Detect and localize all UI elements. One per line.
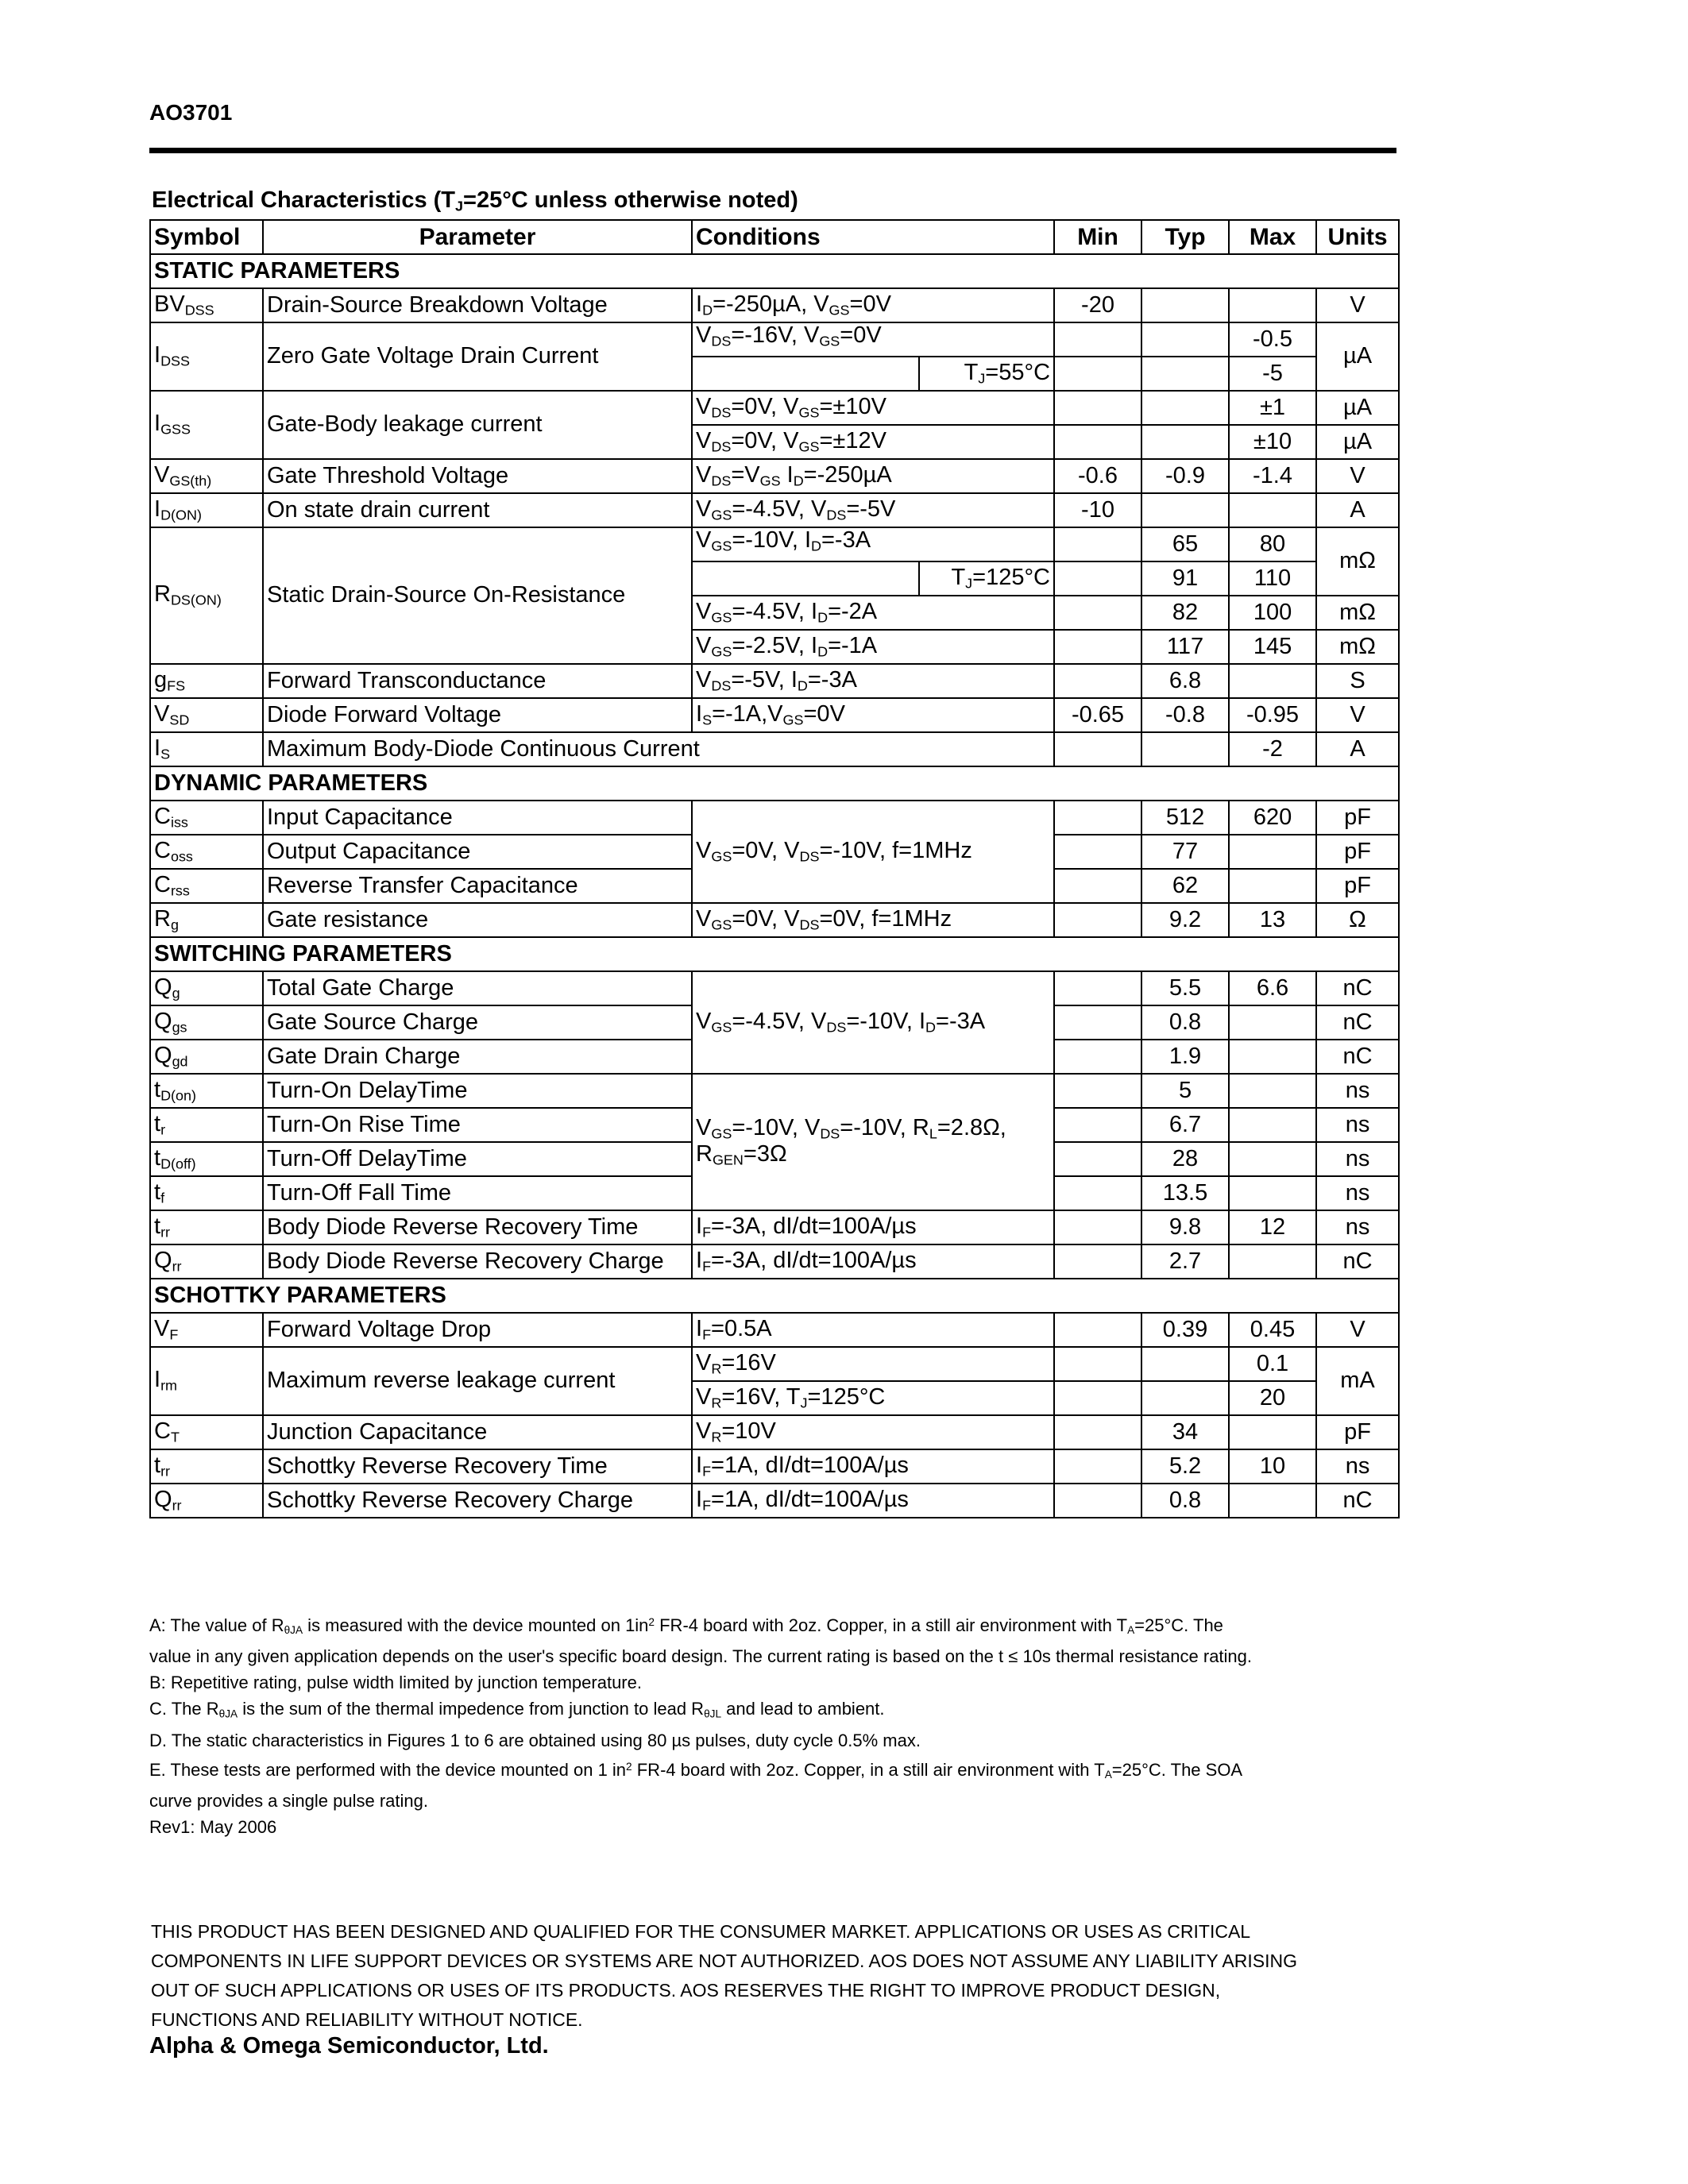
- col-conditions: Conditions: [692, 220, 1054, 254]
- typ-cell: 9.2: [1141, 903, 1229, 937]
- conditions-cell: $I_F=1A$, dI/dt=100A/µs: [692, 1449, 1054, 1484]
- units-cell: A: [1316, 732, 1399, 766]
- section-row: [150, 1279, 1399, 1313]
- electrical-characteristics-table: [149, 219, 1400, 1518]
- parameter-cell: Zero Gate Voltage Drain Current: [263, 322, 692, 391]
- conditions-cell: $V_{GS}=-4.5V$, $V_{DS}=-10V$, $I_D=-3A$: [692, 971, 1054, 1074]
- units-cell: pF: [1316, 801, 1399, 835]
- table-row: [150, 1449, 1399, 1484]
- max-cell: 6.6: [1229, 971, 1316, 1005]
- units-cell: V: [1316, 459, 1399, 493]
- col-parameter: Parameter: [263, 220, 692, 254]
- table-row: [150, 322, 1399, 357]
- min-cell: [1054, 1040, 1141, 1074]
- max-cell: [1229, 1040, 1316, 1074]
- section-static: STATIC PARAMETERS: [150, 254, 1399, 288]
- symbol-cell: $t_{rr}$: [150, 1210, 263, 1244]
- conditions-cell: $T_J=55^\circ C$: [919, 357, 1054, 391]
- min-cell: [1054, 1415, 1141, 1449]
- units-cell: ns: [1316, 1142, 1399, 1176]
- max-cell: 0.1: [1229, 1347, 1316, 1381]
- table-caption: Electrical Characteristics ($T_J=25^\circ C$ unless otherwise noted): [152, 187, 798, 214]
- max-cell: 10: [1229, 1449, 1316, 1484]
- max-cell: [1229, 1415, 1316, 1449]
- units-cell: nC: [1316, 1244, 1399, 1279]
- section-row: [150, 254, 1399, 288]
- revision: Rev1: May 2006: [149, 1816, 277, 1837]
- col-max: Max: [1229, 220, 1316, 254]
- symbol-cell: $C_{oss}$: [150, 835, 263, 869]
- symbol-cell: $t_{D(off)}$: [150, 1142, 263, 1176]
- min-cell: [1054, 1347, 1141, 1381]
- note-e: E. These tests are performed with the device mounted on 1 $in^2$ FR-4 board with 2oz. Copper, in a still air environment with $T_A=25^\circ C$. The SOA: [149, 1759, 1243, 1781]
- max-cell: -0.5: [1229, 322, 1316, 357]
- typ-cell: [1141, 288, 1229, 322]
- min-cell: [1054, 1074, 1141, 1108]
- max-cell: -0.95: [1229, 698, 1316, 732]
- symbol-cell: $I_{DSS}$: [150, 322, 263, 391]
- min-cell: [1054, 561, 1141, 596]
- units-cell: ns: [1316, 1176, 1399, 1210]
- note-c: C. The $R_{\theta JA}$ is the sum of the thermal impedence from junction to lead $R_{\theta JL}$ and lead to ambient.: [149, 1699, 885, 1720]
- units-cell: ns: [1316, 1074, 1399, 1108]
- table-row: [150, 493, 1399, 527]
- min-cell: [1054, 835, 1141, 869]
- parameter-cell: On state drain current: [263, 493, 692, 527]
- max-cell: [1229, 1244, 1316, 1279]
- typ-cell: 28: [1141, 1142, 1229, 1176]
- part-number: AO3701: [149, 100, 233, 125]
- units-cell: pF: [1316, 1415, 1399, 1449]
- parameter-cell: Forward Transconductance: [263, 664, 692, 698]
- units-cell: ns: [1316, 1108, 1399, 1142]
- conditions-cell: $V_{DS}=V_{GS}$ $I_D=-250\mu A$: [692, 459, 1054, 493]
- max-cell: -1.4: [1229, 459, 1316, 493]
- units-cell: V: [1316, 288, 1399, 322]
- typ-cell: 91: [1141, 561, 1229, 596]
- conditions-cell: $I_F=-3A$, dI/dt=100A/µs: [692, 1244, 1054, 1279]
- min-cell: [1054, 1005, 1141, 1040]
- units-cell: mA: [1316, 1347, 1399, 1415]
- parameter-cell: Gate-Body leakage current: [263, 391, 692, 459]
- symbol-cell: $t_{D(on)}$: [150, 1074, 263, 1108]
- disclaimer-line: OUT OF SUCH APPLICATIONS OR USES OF ITS PRODUCTS. AOS RESERVES THE RIGHT TO IMPROVE PRODUCT DESIGN,: [151, 1980, 1221, 2001]
- min-cell: -20: [1054, 288, 1141, 322]
- conditions-cell: $V_{GS}=0V$, $V_{DS}=-10V$, f=1MHz: [692, 801, 1054, 903]
- parameter-cell: Gate Source Charge: [263, 1005, 692, 1040]
- min-cell: [1054, 322, 1141, 357]
- symbol-cell: $Q_{rr}$: [150, 1484, 263, 1518]
- parameter-cell: Turn-Off Fall Time: [263, 1176, 692, 1210]
- section-row: [150, 766, 1399, 801]
- conditions-spacer: [692, 561, 919, 596]
- table-row: [150, 801, 1399, 835]
- units-cell: V: [1316, 1313, 1399, 1347]
- conditions-cell: $V_{GS}=-2.5V$, $I_D=-1A$: [692, 630, 1054, 664]
- symbol-cell: $t_f$: [150, 1176, 263, 1210]
- max-cell: 0.45: [1229, 1313, 1316, 1347]
- symbol-cell: $Q_{gd}$: [150, 1040, 263, 1074]
- table-row: [150, 459, 1399, 493]
- units-cell: nC: [1316, 1040, 1399, 1074]
- disclaimer: [151, 1917, 1422, 2035]
- max-cell: [1229, 1074, 1316, 1108]
- parameter-cell: Maximum reverse leakage current: [263, 1347, 692, 1415]
- typ-cell: 6.7: [1141, 1108, 1229, 1142]
- col-min: Min: [1054, 220, 1141, 254]
- max-cell: [1229, 493, 1316, 527]
- max-cell: 13: [1229, 903, 1316, 937]
- symbol-cell: $Q_{rr}$: [150, 1244, 263, 1279]
- typ-cell: [1141, 1347, 1229, 1381]
- parameter-cell: Reverse Transfer Capacitance: [263, 869, 692, 903]
- table-row: [150, 732, 1399, 766]
- col-units: Units: [1316, 220, 1399, 254]
- symbol-cell: $I_{D(ON)}$: [150, 493, 263, 527]
- note-b: B: Repetitive rating, pulse width limited by junction temperature.: [149, 1673, 642, 1693]
- table-row: [150, 1484, 1399, 1518]
- min-cell: [1054, 903, 1141, 937]
- symbol-cell: $I_S$: [150, 732, 263, 766]
- symbol-cell: $C_T$: [150, 1415, 263, 1449]
- table-row: [150, 391, 1399, 425]
- units-cell: pF: [1316, 835, 1399, 869]
- conditions-cell: $V_{GS}=-10V$, $V_{DS}=-10V$, $R_L=2.8\Omega$, $R_{GEN}=3\Omega$: [692, 1074, 1054, 1210]
- table-row: [150, 288, 1399, 322]
- typ-cell: 9.8: [1141, 1210, 1229, 1244]
- units-cell: µA: [1316, 391, 1399, 425]
- min-cell: -0.6: [1054, 459, 1141, 493]
- header-rule: [149, 148, 1396, 153]
- note-e-continued: curve provides a single pulse rating.: [149, 1790, 428, 1811]
- table-row: [150, 664, 1399, 698]
- parameter-cell: Diode Forward Voltage: [263, 698, 692, 732]
- typ-cell: [1141, 322, 1229, 357]
- conditions-cell: $V_{DS}=0V$, $V_{GS}=\pm 12V$: [692, 425, 1054, 459]
- typ-cell: 13.5: [1141, 1176, 1229, 1210]
- typ-cell: 6.8: [1141, 664, 1229, 698]
- min-cell: [1054, 1176, 1141, 1210]
- max-cell: -2: [1229, 732, 1316, 766]
- max-cell: [1229, 1108, 1316, 1142]
- parameter-cell: Gate resistance: [263, 903, 692, 937]
- units-cell: µA: [1316, 425, 1399, 459]
- symbol-cell: $V_{SD}$: [150, 698, 263, 732]
- table-row: [150, 1074, 1399, 1108]
- typ-cell: 117: [1141, 630, 1229, 664]
- max-cell: 110: [1229, 561, 1316, 596]
- note-a-continued: value in any given application depends on the user's specific board design. The current rating is based on the t ≤ 10s thermal resistance rating.: [149, 1646, 1253, 1667]
- parameter-cell: Body Diode Reverse Recovery Charge: [263, 1244, 692, 1279]
- symbol-cell: $V_{GS(th)}$: [150, 459, 263, 493]
- disclaimer-line: THIS PRODUCT HAS BEEN DESIGNED AND QUALIFIED FOR THE CONSUMER MARKET. APPLICATIONS OR USES AS CRITICAL: [151, 1921, 1251, 1942]
- max-cell: ±1: [1229, 391, 1316, 425]
- conditions-cell: $V_{DS}=-16V$, $V_{GS}=0V$: [692, 322, 1054, 357]
- conditions-cell: $V_R=16V$, $T_J=125^\circ C$: [692, 1381, 1054, 1415]
- typ-cell: 0.8: [1141, 1005, 1229, 1040]
- units-cell: mΩ: [1316, 596, 1399, 630]
- max-cell: [1229, 1176, 1316, 1210]
- typ-cell: [1141, 493, 1229, 527]
- conditions-cell: $T_J=125^\circ C$: [919, 561, 1054, 596]
- max-cell: ±10: [1229, 425, 1316, 459]
- min-cell: -10: [1054, 493, 1141, 527]
- units-cell: nC: [1316, 1005, 1399, 1040]
- table-row: [150, 1313, 1399, 1347]
- parameter-cell: Turn-On Rise Time: [263, 1108, 692, 1142]
- conditions-spacer: [692, 357, 919, 391]
- parameter-cell: Maximum Body-Diode Continuous Current: [263, 732, 1054, 766]
- conditions-cell: $I_F=0.5A$: [692, 1313, 1054, 1347]
- min-cell: [1054, 869, 1141, 903]
- table-row: [150, 527, 1399, 561]
- max-cell: -5: [1229, 357, 1316, 391]
- conditions-cell: $I_F=-3A$, dI/dt=100A/µs: [692, 1210, 1054, 1244]
- min-cell: [1054, 391, 1141, 425]
- min-cell: [1054, 425, 1141, 459]
- conditions-cell: $I_F=1A$, dI/dt=100A/µs: [692, 1484, 1054, 1518]
- units-cell: µA: [1316, 322, 1399, 391]
- max-cell: [1229, 869, 1316, 903]
- parameter-cell: Forward Voltage Drop: [263, 1313, 692, 1347]
- min-cell: [1054, 527, 1141, 561]
- min-cell: [1054, 1108, 1141, 1142]
- parameter-cell: Turn-On DelayTime: [263, 1074, 692, 1108]
- min-cell: [1054, 1210, 1141, 1244]
- units-cell: ns: [1316, 1210, 1399, 1244]
- units-cell: S: [1316, 664, 1399, 698]
- symbol-cell: $t_{rr}$: [150, 1449, 263, 1484]
- conditions-cell: $V_{DS}=0V$, $V_{GS}=\pm 10V$: [692, 391, 1054, 425]
- min-cell: [1054, 1244, 1141, 1279]
- typ-cell: 77: [1141, 835, 1229, 869]
- typ-cell: [1141, 357, 1229, 391]
- typ-cell: 2.7: [1141, 1244, 1229, 1279]
- table-row: [150, 698, 1399, 732]
- typ-cell: [1141, 1381, 1229, 1415]
- typ-cell: 0.8: [1141, 1484, 1229, 1518]
- conditions-cell: $V_{DS}=-5V$, $I_D=-3A$: [692, 664, 1054, 698]
- symbol-cell: $R_g$: [150, 903, 263, 937]
- table-row: [150, 1210, 1399, 1244]
- min-cell: [1054, 1381, 1141, 1415]
- typ-cell: 65: [1141, 527, 1229, 561]
- conditions-cell: $V_{GS}=-4.5V$, $I_D=-2A$: [692, 596, 1054, 630]
- min-cell: [1054, 732, 1141, 766]
- parameter-cell: Static Drain-Source On-Resistance: [263, 527, 692, 664]
- max-cell: 12: [1229, 1210, 1316, 1244]
- symbol-cell: $R_{DS(ON)}$: [150, 527, 263, 664]
- col-typ: Typ: [1141, 220, 1229, 254]
- max-cell: 620: [1229, 801, 1316, 835]
- table-row: [150, 1415, 1399, 1449]
- min-cell: [1054, 801, 1141, 835]
- parameter-cell: Drain-Source Breakdown Voltage: [263, 288, 692, 322]
- symbol-cell: $Q_{gs}$: [150, 1005, 263, 1040]
- typ-cell: 34: [1141, 1415, 1229, 1449]
- max-cell: 80: [1229, 527, 1316, 561]
- typ-cell: 5: [1141, 1074, 1229, 1108]
- units-cell: ns: [1316, 1449, 1399, 1484]
- symbol-cell: $t_r$: [150, 1108, 263, 1142]
- symbol-cell: $C_{rss}$: [150, 869, 263, 903]
- typ-cell: 0.39: [1141, 1313, 1229, 1347]
- disclaimer-line: COMPONENTS IN LIFE SUPPORT DEVICES OR SYSTEMS ARE NOT AUTHORIZED. AOS DOES NOT ASSUME ANY LIABILITY ARISING: [151, 1951, 1297, 1971]
- conditions-cell: $V_R=16V$: [692, 1347, 1054, 1381]
- max-cell: [1229, 1484, 1316, 1518]
- min-cell: [1054, 664, 1141, 698]
- symbol-cell: $g_{FS}$: [150, 664, 263, 698]
- conditions-cell: $I_D=-250\mu A$, $V_{GS}=0V$: [692, 288, 1054, 322]
- symbol-cell: $BV_{DSS}$: [150, 288, 263, 322]
- max-cell: [1229, 835, 1316, 869]
- footnotes: [149, 1609, 1420, 1840]
- section-row: [150, 937, 1399, 971]
- min-cell: [1054, 971, 1141, 1005]
- parameter-cell: Gate Threshold Voltage: [263, 459, 692, 493]
- section-dynamic: DYNAMIC PARAMETERS: [150, 766, 1399, 801]
- table-header-row: [150, 220, 1399, 254]
- min-cell: [1054, 630, 1141, 664]
- min-cell: [1054, 596, 1141, 630]
- min-cell: [1054, 1313, 1141, 1347]
- parameter-cell: Turn-Off DelayTime: [263, 1142, 692, 1176]
- typ-cell: [1141, 425, 1229, 459]
- conditions-cell: $V_{GS}=-4.5V$, $V_{DS}=-5V$: [692, 493, 1054, 527]
- col-symbol: Symbol: [150, 220, 263, 254]
- conditions-cell: $V_{GS}=0V$, $V_{DS}=0V$, f=1MHz: [692, 903, 1054, 937]
- units-cell: V: [1316, 698, 1399, 732]
- parameter-cell: Schottky Reverse Recovery Charge: [263, 1484, 692, 1518]
- max-cell: [1229, 1142, 1316, 1176]
- parameter-cell: Body Diode Reverse Recovery Time: [263, 1210, 692, 1244]
- note-d: D. The static characteristics in Figures 1 to 6 are obtained using 80 µs pulses, duty cycle 0.5% max.: [149, 1730, 921, 1750]
- min-cell: [1054, 1142, 1141, 1176]
- conditions-cell: $I_S=-1A,V_{GS}=0V$: [692, 698, 1054, 732]
- disclaimer-line: FUNCTIONS AND RELIABILITY WITHOUT NOTICE.: [151, 2009, 583, 2030]
- symbol-cell: $Q_g$: [150, 971, 263, 1005]
- max-cell: [1229, 288, 1316, 322]
- max-cell: [1229, 664, 1316, 698]
- min-cell: [1054, 1484, 1141, 1518]
- symbol-cell: $V_F$: [150, 1313, 263, 1347]
- units-cell: mΩ: [1316, 630, 1399, 664]
- parameter-cell: Total Gate Charge: [263, 971, 692, 1005]
- table-row: [150, 903, 1399, 937]
- table-row: [150, 1347, 1399, 1381]
- symbol-cell: $C_{iss}$: [150, 801, 263, 835]
- typ-cell: -0.8: [1141, 698, 1229, 732]
- parameter-cell: Output Capacitance: [263, 835, 692, 869]
- typ-cell: [1141, 732, 1229, 766]
- typ-cell: 62: [1141, 869, 1229, 903]
- typ-cell: [1141, 391, 1229, 425]
- units-cell: Ω: [1316, 903, 1399, 937]
- company-name: Alpha & Omega Semiconductor, Ltd.: [149, 2033, 549, 2059]
- section-switching: SWITCHING PARAMETERS: [150, 937, 1399, 971]
- units-cell: nC: [1316, 971, 1399, 1005]
- parameter-cell: Input Capacitance: [263, 801, 692, 835]
- conditions-cell: $V_{GS}=-10V$, $I_D=-3A$: [692, 527, 1054, 561]
- table-row: [150, 1244, 1399, 1279]
- min-cell: [1054, 1449, 1141, 1484]
- symbol-cell: $I_{GSS}$: [150, 391, 263, 459]
- parameter-cell: Junction Capacitance: [263, 1415, 692, 1449]
- units-cell: mΩ: [1316, 527, 1399, 596]
- table-row: [150, 971, 1399, 1005]
- note-a: A: The value of $R_{\theta JA}$ is measured with the device mounted on $1in^2$ FR-4 board with 2oz. Copper, in a still air environment with $T_A=25^\circ C$. The: [149, 1615, 1223, 1637]
- parameter-cell: Schottky Reverse Recovery Time: [263, 1449, 692, 1484]
- typ-cell: -0.9: [1141, 459, 1229, 493]
- min-cell: [1054, 357, 1141, 391]
- max-cell: [1229, 1005, 1316, 1040]
- max-cell: 145: [1229, 630, 1316, 664]
- max-cell: 100: [1229, 596, 1316, 630]
- typ-cell: 5.2: [1141, 1449, 1229, 1484]
- max-cell: 20: [1229, 1381, 1316, 1415]
- section-schottky: SCHOTTKY PARAMETERS: [150, 1279, 1399, 1313]
- min-cell: -0.65: [1054, 698, 1141, 732]
- units-cell: pF: [1316, 869, 1399, 903]
- units-cell: nC: [1316, 1484, 1399, 1518]
- symbol-cell: $I_{rm}$: [150, 1347, 263, 1415]
- typ-cell: 512: [1141, 801, 1229, 835]
- typ-cell: 82: [1141, 596, 1229, 630]
- typ-cell: 1.9: [1141, 1040, 1229, 1074]
- parameter-cell: Gate Drain Charge: [263, 1040, 692, 1074]
- typ-cell: 5.5: [1141, 971, 1229, 1005]
- units-cell: A: [1316, 493, 1399, 527]
- conditions-cell: $V_R=10V$: [692, 1415, 1054, 1449]
